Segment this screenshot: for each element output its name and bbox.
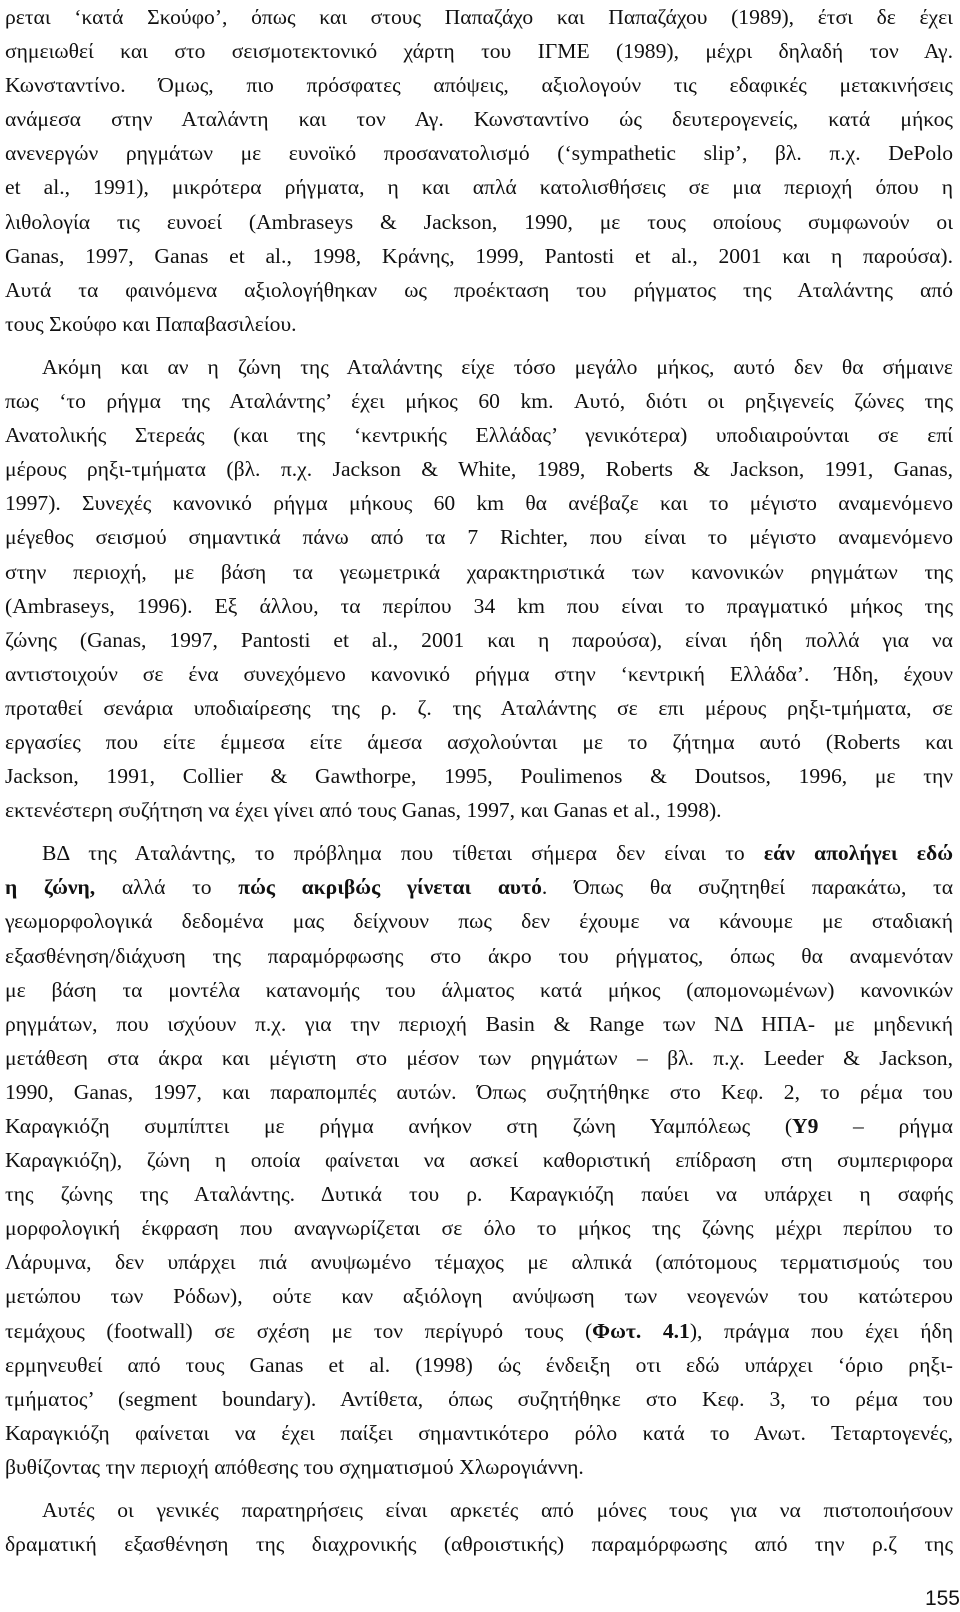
text-line: 1990, Ganas, 1997, και παραπομπές αυτών. Όπως συζητήθηκε στο Κεφ. 2, το ρέμα του	[5, 1079, 953, 1104]
text-line: ζώνης (Ganas, 1997, Pantosti et al., 2001 και η παρούσα), είναι ήδη πολλά για να	[5, 627, 953, 652]
text-line: γεωμορφολογικά δεδομένα μας δείχνουν πως δεν έχουμε να κάνουμε με σταδιακή	[5, 909, 953, 934]
text-line: δραματική εξασθένηση της διαχρονικής (αθροιστικής) παραμόρφωσης από την ρ.ζ της	[5, 1532, 953, 1557]
text-line: μέρους ρηξι-τμήματα (βλ. π.χ. Jackson & White, 1989, Roberts & Jackson, 1991, Ganas,	[5, 457, 953, 482]
text-line: ερμηνευθεί από τους Ganas et al. (1998) ώς ένδειξη οτι εδώ υπάρχει ‘όριο ρηξι-	[5, 1352, 953, 1377]
bold-text: πώς ακριβώς γίνεται αυτό	[238, 875, 542, 900]
text-line: Καραγκιόζη συμπίπτει με ρήγμα ανήκον στη ζώνη Υαμπόλεως (Υ9 – ρήγμα	[5, 1114, 953, 1138]
text-line: η ζώνη, αλλά το πώς ακριβώς γίνεται αυτό. Όπως θα συζητηθεί παρακάτω, τα	[5, 875, 954, 900]
text-line: Κωνσταντίνο. Όμως, πιο πρόσφατες απόψεις, αξιολογούν τις εδαφικές μετακινήσεις	[5, 73, 953, 98]
text-line: μέγεθος σεισμού σημαντικά πάνω από τα 7 Richter, που είναι το μέγιστο αναμενόμενο	[5, 525, 953, 550]
text-line: Ganas, 1997, Ganas et al., 1998, Κράνης, 1999, Pantosti et al., 2001 και η παρούσα).	[5, 243, 953, 268]
bold-text: Υ9	[792, 1114, 819, 1138]
paragraph	[5, 1493, 953, 1561]
text-line: ανάμεσα στην Αταλάντη και τον Αγ. Κωνσταντίνο ώς δευτερογενείς, κατά μήκος	[5, 107, 953, 132]
text-line: Αυτά τα φαινόμενα αξιολογήθηκαν ως προέκταση του ρήγματος της Αταλάντης από	[5, 277, 953, 302]
text-line: εξασθένηση/διάχυση της παραμόρφωσης στο άκρο του ρήγματος, όπως θα αναμενόταν	[5, 943, 953, 968]
paragraph	[5, 350, 953, 827]
text-line: Λάρυμνα, δεν υπάρχει πιά ανυψωμένο τέμαχος με αλπικά (απότομους τερματισμούς του	[5, 1250, 953, 1275]
text-line: λιθολογία τις ευνοεί (Ambraseys & Jackson, 1990, με τους οποίους συμφωνούν οι	[5, 209, 953, 234]
text-line: τμήματος’ (segment boundary). Αντίθετα, όπως συζητήθηκε στο Κεφ. 3, το ρέμα του	[5, 1386, 953, 1411]
text-line: βυθίζοντας την περιοχή απόθεσης του σχηματισμού Χλωρογιάννη.	[5, 1454, 584, 1479]
text-line: εργασίες που είτε έμμεσα είτε άμεσα ασχολούνται με το ζήτημα αυτό (Roberts και	[5, 729, 953, 754]
text-line: (Ambraseys, 1996). Εξ άλλου, τα περίπου 34 km που είναι το πραγματικό μήκος της	[5, 593, 953, 618]
document-page	[5, 0, 953, 1561]
text-line: μετάθεση στα άκρα και μέγιστη στο μέσον των ρηγμάτων – βλ. π.χ. Leeder & Jackson,	[5, 1045, 953, 1070]
text-line: ρηγμάτων, που ισχύουν π.χ. για την περιοχή Basin & Range των ΝΔ ΗΠΑ- με μηδενική	[5, 1011, 953, 1036]
text-line: τεμάχους (footwall) σε σχέση με τον περίγυρό τους (Φωτ. 4.1), πράγμα που έχει ήδη	[5, 1318, 953, 1343]
text-line: σημειωθεί και στο σεισμοτεκτονικό χάρτη του ΙΓΜΕ (1989), μέχρι δηλαδή τον Αγ.	[5, 39, 953, 64]
text-line: Ακόμη και αν η ζώνη της Αταλάντης είχε τόσο μεγάλο μήκος, αυτό δεν θα σήμαινε	[42, 354, 953, 379]
text-line: μετώπου των Ρόδων), ούτε καν αξιόλογη ανύψωση των νεογενών του κατώτερου	[5, 1284, 953, 1309]
text-line: με βάση τα μοντέλα κατανομής του άλματος κατά μήκος (απομονωμένων) κανονικών	[5, 977, 953, 1002]
text-line: Ανατολικής Στερεάς (και της ‘κεντρικής Ελλάδας’ γενικότερα) υποδιαιρούνται σε επί	[5, 423, 953, 448]
text-line: ΒΔ της Αταλάντης, το πρόβλημα που τίθεται σήμερα δεν είναι το εάν απολήγει εδώ	[42, 841, 954, 866]
text-line: στην περιοχή, με βάση τα γεωμετρικά χαρακτηριστικά των κανονικών ρηγμάτων της	[5, 559, 953, 584]
paragraph	[5, 836, 953, 1484]
text-line: Αυτές οι γενικές παρατηρήσεις είναι αρκετές από μόνες τους για να πιστοποιήσουν	[42, 1498, 953, 1523]
text-line: et al., 1991), μικρότερα ρήγματα, η και απλά κατολισθήσεις σε μια περιοχή όπου η	[5, 175, 953, 200]
text-line: Καραγκιόζη), ζώνη η οποία φαίνεται να ασκεί καθοριστική επίδραση στη συμπεριφορα	[5, 1148, 953, 1173]
text-line: αντιστοιχούν σε ένα συνεχόμενο κανονικό ρήγμα στην ‘κεντρική Ελλάδα’. Ήδη, έχουν	[5, 661, 953, 686]
text-line: 1997). Συνεχές κανονικό ρήγμα μήκους 60 km θα ανέβαζε και το μέγιστο αναμενόμενο	[5, 491, 953, 516]
text-line: της ζώνης της Αταλάντης. Δυτικά του ρ. Καραγκιόζη παύει να υπάρχει η σαφής	[5, 1182, 953, 1207]
text-line: μορφολογική έκφραση που αναγνωρίζεται σε όλο το μήκος της ζώνης μέχρι περίπου το	[5, 1216, 953, 1241]
paragraph	[5, 0, 953, 341]
bold-text: η ζώνη,	[5, 875, 96, 900]
text-line: εκτενέστερη συζήτηση να έχει γίνει από τους Ganas, 1997, και Ganas et al., 1998).	[5, 798, 722, 823]
page-number: 155	[924, 1587, 960, 1610]
bold-text: Φωτ. 4.1	[592, 1318, 690, 1343]
text-line: ανενεργών ρηγμάτων με ευνοϊκό προσανατολισμό (‘sympathetic slip’, βλ. π.χ. DePolo	[5, 141, 953, 166]
bold-text: εάν απολήγει εδώ	[763, 841, 954, 866]
text-line: προταθεί σενάρια υποδιαίρεσης της ρ. ζ. της Αταλάντης σε επι μέρους ρηξι-τμήματα, σε	[5, 695, 953, 720]
text-line: Jackson, 1991, Collier & Gawthorpe, 1995, Poulimenos & Doutsos, 1996, με την	[5, 764, 953, 789]
text-line: πως ‘το ρήγμα της Αταλάντης’ έχει μήκος 60 km. Αυτό, διότι οι ρηξιγενείς ζώνες της	[5, 389, 953, 414]
text-line: Καραγκιόζη φαίνεται να έχει παίξει σημαντικότερο ρόλο κατά το Ανωτ. Τεταρτογενές,	[5, 1420, 953, 1445]
text-line: τους Σκούφο και Παπαβασιλείου.	[5, 311, 297, 336]
text-line: ρεται ‘κατά Σκούφο’, όπως και στους Παπαζάχο και Παπαζάχου (1989), έτσι δε έχει	[5, 5, 953, 29]
